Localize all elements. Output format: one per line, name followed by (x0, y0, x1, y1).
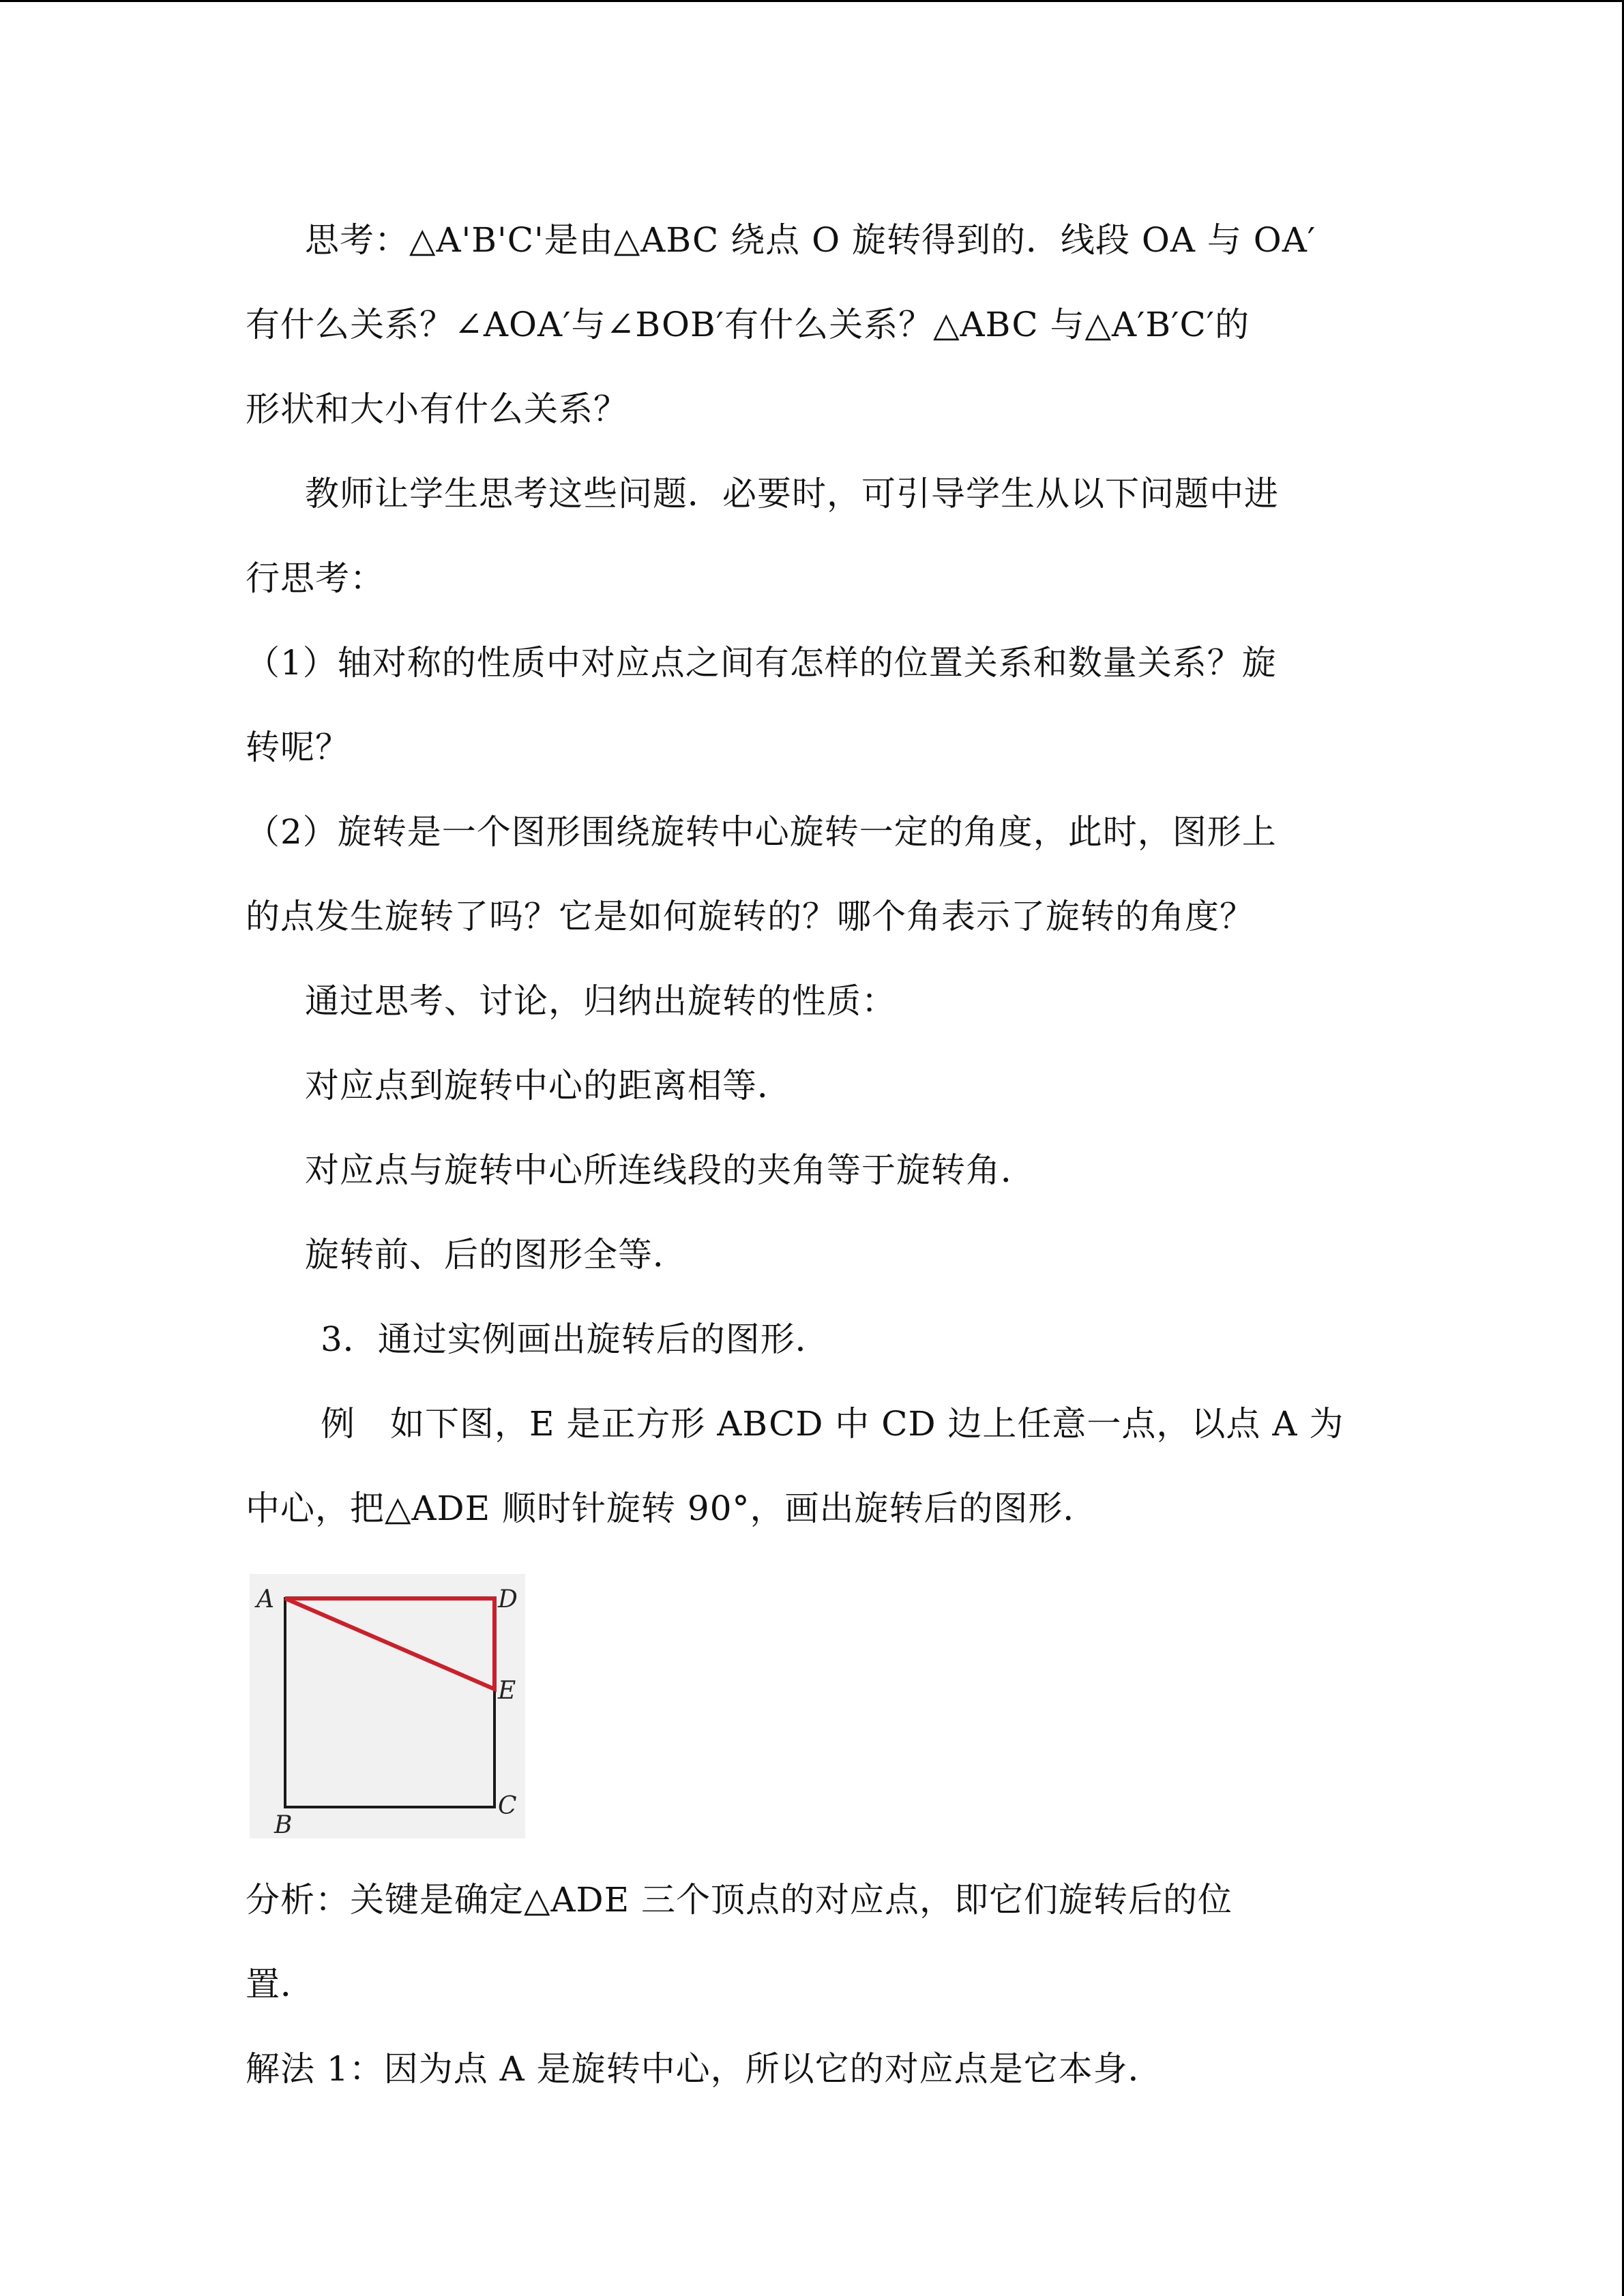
example-line-2: 中心，把△ADE 顺时针旋转 90°，画出旋转后的图形． (246, 1489, 1098, 1528)
label-e: E (498, 1677, 516, 1705)
text-line-4: 教师让学生思考这些问题．必要时，可引导学生从以下问题中进 (305, 474, 1279, 513)
text-line-5: 行思考： (246, 558, 385, 598)
solution-1: 解法 1：因为点 A 是旋转中心，所以它的对应点是它本身． (246, 2049, 1163, 2089)
analysis-line-1: 分析：关键是确定△ADE 三个顶点的对应点，即它们旋转后的位 (246, 1880, 1233, 1920)
example-line-1: 例 如下图，E 是正方形 ABCD 中 CD 边上任意一点，以点 A 为 (321, 1404, 1344, 1444)
label-b: B (274, 1811, 293, 1838)
property-1: 对应点到旋转中心的距离相等． (305, 1066, 792, 1105)
top-border (0, 0, 1624, 2)
triangle-ade (285, 1598, 494, 1689)
text-line-1: 思考：△A'B'C'是由△ABC 绕点 O 旋转得到的．线段 OA 与 OA′ (305, 220, 1316, 260)
text-line-2: 有什么关系？∠AOA′与∠BOB′有什么关系？△ABC 与△A′B′C′的 (246, 305, 1250, 344)
label-d: D (498, 1585, 518, 1613)
question-1-line-2: 转呢？ (246, 728, 350, 767)
analysis-line-2: 置． (246, 1965, 315, 2004)
question-2-line-1: （2）旋转是一个图形围绕旋转中心旋转一定的角度，此时，图形上 (246, 812, 1277, 852)
property-3: 旋转前、后的图形全等． (305, 1235, 688, 1274)
square-figure (250, 1574, 525, 1838)
question-2-line-2: 的点发生旋转了吗？它是如何旋转的？哪个角表示了旋转的角度？ (246, 897, 1254, 936)
label-c: C (498, 1792, 517, 1820)
section-3-heading: 3．通过实例画出旋转后的图形． (321, 1320, 830, 1359)
summary-intro: 通过思考、讨论，归纳出旋转的性质： (305, 981, 896, 1021)
property-2: 对应点与旋转中心所连线段的夹角等于旋转角． (305, 1150, 1035, 1190)
square-abcd (285, 1598, 494, 1807)
label-a: A (256, 1585, 274, 1613)
text-line-3: 形状和大小有什么关系？ (246, 389, 628, 429)
question-1-line-1: （1）轴对称的性质中对应点之间有怎样的位置关系和数量关系？旋 (246, 643, 1277, 683)
